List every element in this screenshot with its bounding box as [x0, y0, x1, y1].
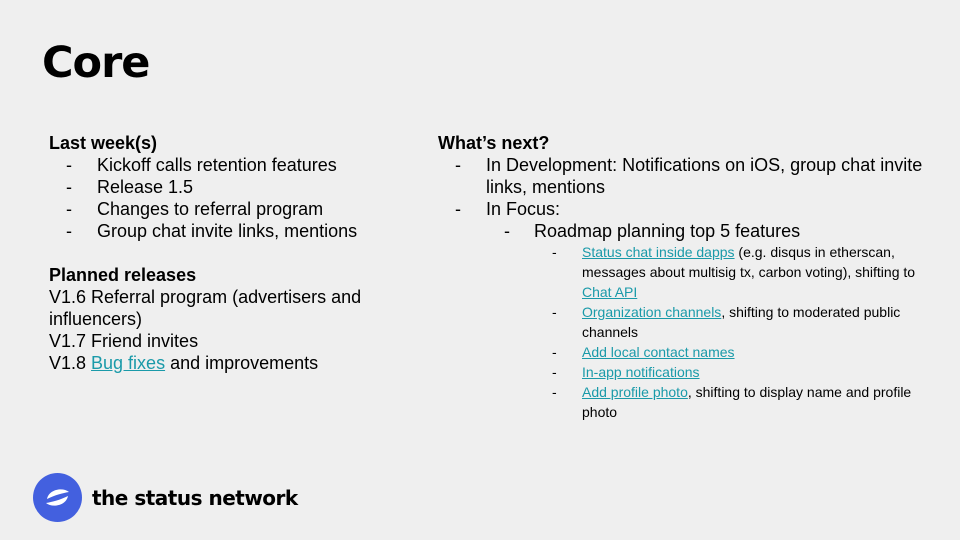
list-item: - Group chat invite links, mentions	[49, 220, 409, 242]
feature-item	[438, 382, 928, 422]
in-app-notifications-link[interactable]: In-app notifications	[582, 364, 700, 380]
last-week-heading: Last week(s)	[49, 133, 158, 153]
release-v1-8	[49, 352, 409, 374]
feature-item	[438, 242, 928, 302]
feature-text: , shifting to display name and profile photo	[582, 384, 912, 420]
feature-text: (e.g. disqus in etherscan, messages about multisig tx, carbon voting), shifting to	[582, 244, 916, 280]
slide-title: Core	[42, 38, 150, 88]
brand-footer	[33, 473, 298, 522]
features-list	[438, 242, 928, 422]
bug-fixes-link[interactable]: Bug fixes	[91, 353, 166, 373]
release-v1-6: V1.6 Referral program (advertisers and influencers)	[49, 287, 362, 329]
local-contact-names-link[interactable]: Add local contact names	[582, 344, 735, 360]
left-column	[49, 132, 409, 374]
release-v1-8-suffix: and improvements	[165, 353, 319, 373]
feature-item	[438, 302, 928, 342]
roadmap-item: - Roadmap planning top 5 features	[438, 220, 928, 242]
whats-next-list	[438, 154, 928, 220]
brand-name: the status network	[92, 485, 298, 510]
profile-photo-link[interactable]: Add profile photo	[582, 384, 688, 400]
feature-item	[438, 342, 928, 362]
feature-item	[438, 362, 928, 382]
right-column	[438, 132, 928, 422]
status-logo-icon	[33, 473, 82, 522]
in-development-item: - In Development: Notifications on iOS, group chat invite links, mentions	[438, 154, 928, 198]
in-focus-item: - In Focus:	[438, 198, 928, 220]
list-item: - Release 1.5	[49, 176, 409, 198]
organization-channels-link[interactable]: Organization channels	[582, 304, 722, 320]
in-focus-list	[438, 220, 928, 242]
chat-api-link[interactable]: Chat API	[582, 284, 638, 300]
status-chat-dapps-link[interactable]: Status chat inside dapps	[582, 244, 735, 260]
list-item: - Changes to referral program	[49, 198, 409, 220]
release-v1-7: V1.7 Friend invites	[49, 331, 199, 351]
planned-releases-heading: Planned releases	[49, 265, 197, 285]
list-item: - Kickoff calls retention features	[49, 154, 409, 176]
last-week-list	[49, 154, 409, 242]
feature-text: , shifting to moderated public channels	[582, 304, 901, 340]
whats-next-heading: What’s next?	[438, 133, 550, 153]
release-v1-8-prefix: V1.8	[49, 353, 92, 373]
